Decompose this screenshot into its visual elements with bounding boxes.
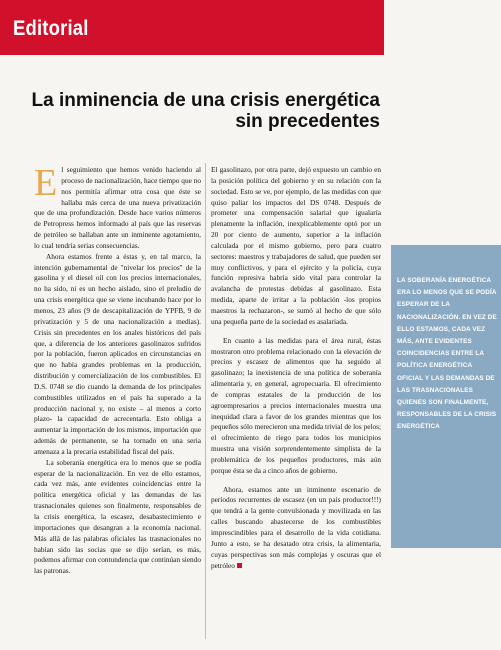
article-column-1 — [34, 162, 201, 577]
paragraph — [211, 485, 381, 572]
paragraph: Ahora estamos frente a éstas y, en tal marco, la intención gubernamental de "nivelar los precios" de la gasolina y el diesel oil con los precios internacionales, no ha sido, ni es un hecho aislado, sino el preludio de una crisis energética que se viene incubando hace por lo menos, 23 años (9 de descapitalización de YPFB, 9 de privatización y 5 de una nacionalización a medias). Crisis sin precedentes en los anales históricos del país que, a diferencia de los anteriores gasolinazos sufridos por la población, fueron aplicados en circunstancias en que no había grandes problemas en la producción, distribución y comercialización de los combustibles. El D.S. 0748 se dio cuando la demanda de los principales combustibles utilizados en el país ha superado a la producción nacional y, no existe – al menos a corto plazo- la capacidad de acrecentarla. Esto obliga a aumentar la importación de los mismos, importación que además de permanente, se ha tornado en una seria amenaza a la precaria estabilidad fiscal del país. — [34, 251, 201, 456]
article-title — [0, 90, 380, 132]
end-mark-icon — [237, 563, 242, 568]
paragraph — [34, 162, 201, 252]
paragraph: El gasolinazo, por otra parte, dejó expuesto un cambio en la posición política del gobierno y en su relación con la sociedad. Esto se ve, por ejemplo, de las medidas con que quiso paliar los impactos del DS 0748. Después de prometer una compensación salarial que igualaría plenamente la inflación, inexplicablemente optó por un 20 por ciento de aumento, superior a la inflación calculada por el mismo gobierno, pero para cuatro sectores: maestros y trabajadores de salud, que pueden ser muy conflictivos, y para el ejército y la policía, cuya función represiva habría sido vital para controlar la avalancha de protestas debidas al gasolinazo. Esta medida, aparte de irritar a la población -los propios maestros la rechazaron-, se sumó al hecho de que sólo una pequeña parte de la sociedad es asalariada. — [211, 165, 381, 326]
paragraph-text: Ahora, estamos ante un inminente escenario de períodos recurrentes de escasez (en un país productor!!!) que tendrá a la gente convulsionada y movilizada en las calles buscando abastecerse de los combustibles imprescindibles para el desarrollo de la vida cotidiana. Junto a esto, se ha desatado otra crisis, la alimentaria, cuyas perspectivas son más complejas y oscuras que el petróleo — [211, 484, 381, 570]
paragraph: La soberanía energética era lo menos que se podía esperar de la nacionalización. En vez de ello estamos, cada vez más, ante evidentes coincidencias entre la política energética oficial y las demandas de las trasnacionales quienes son finalmente, responsables de la crisis energética, la escasez, desabastecimiento e importaciones que desangran a la economía nacional. Más allá de las palabras oficiales las trasnacionales no habían sido las socias que se dijo serían, es más, podemos afirmar con contundencia que continúan siendo las patronas. — [34, 457, 201, 576]
paragraph-text: l seguimiento que hemos venido haciendo al proceso de nacionalización, hace tiempo que no nos permitía afirmar otra cosa que éste se hallaba más cerca de una nueva privatización que de una profundización. Desde hace varios números de Petropress hemos informado al país que las reservas de petróleo se hallaban ante un inminente agotamiento, lo cual tendría serias consecuencias. — [34, 165, 201, 250]
drop-cap: E — [34, 162, 58, 204]
pull-quote: LA SOBERANÍA ENERGÉTICA ERA LO MENOS QUE SE PODÍA ESPERAR DE LA NACIONALIZACIÓN. EN VEZ DE ELLO ESTAMOS, CADA VEZ MÁS, ANTE EVIDENTES COINCIDENCIAS ENTRE LA POLÍTICA ENERGÉTICA OFICIAL Y LAS DEMANDAS DE LAS TRASNACIONALES QUIENES SON FINALMENTE, RESPONSABLES DE LA CRISIS ENERGÉTICA — [397, 277, 497, 431]
section-label: Editorial — [13, 17, 89, 40]
article-title-line-1: La inminencia de una crisis energética — [31, 90, 380, 111]
article-column-2 — [211, 165, 381, 571]
paragraph: En cuanto a las medidas para el área rural, éstas mostraron otro problema relacionado con la elevación de precios y escasez de alimentos que ha seguido al gasolinazo; la inexistencia de una política de soberanía alimentaria y, en general, agropecuaria. El ofrecimiento de compras estatales de la producción de los agroempresarios a precios internacionales muestra una inequidad clara a favor de los grandes mientras que los pequeños sólo merecieron una medida trivial de los pelos; el ofrecimiento de riego para todos los municipios muestra una visión sorprendentemente simplista de la problemática de los pequeños productores, más aún porque ésta se da a cinco años de gobierno. — [211, 335, 381, 475]
article-title-line-2: sin precedentes — [235, 111, 380, 132]
column-divider — [205, 163, 206, 639]
